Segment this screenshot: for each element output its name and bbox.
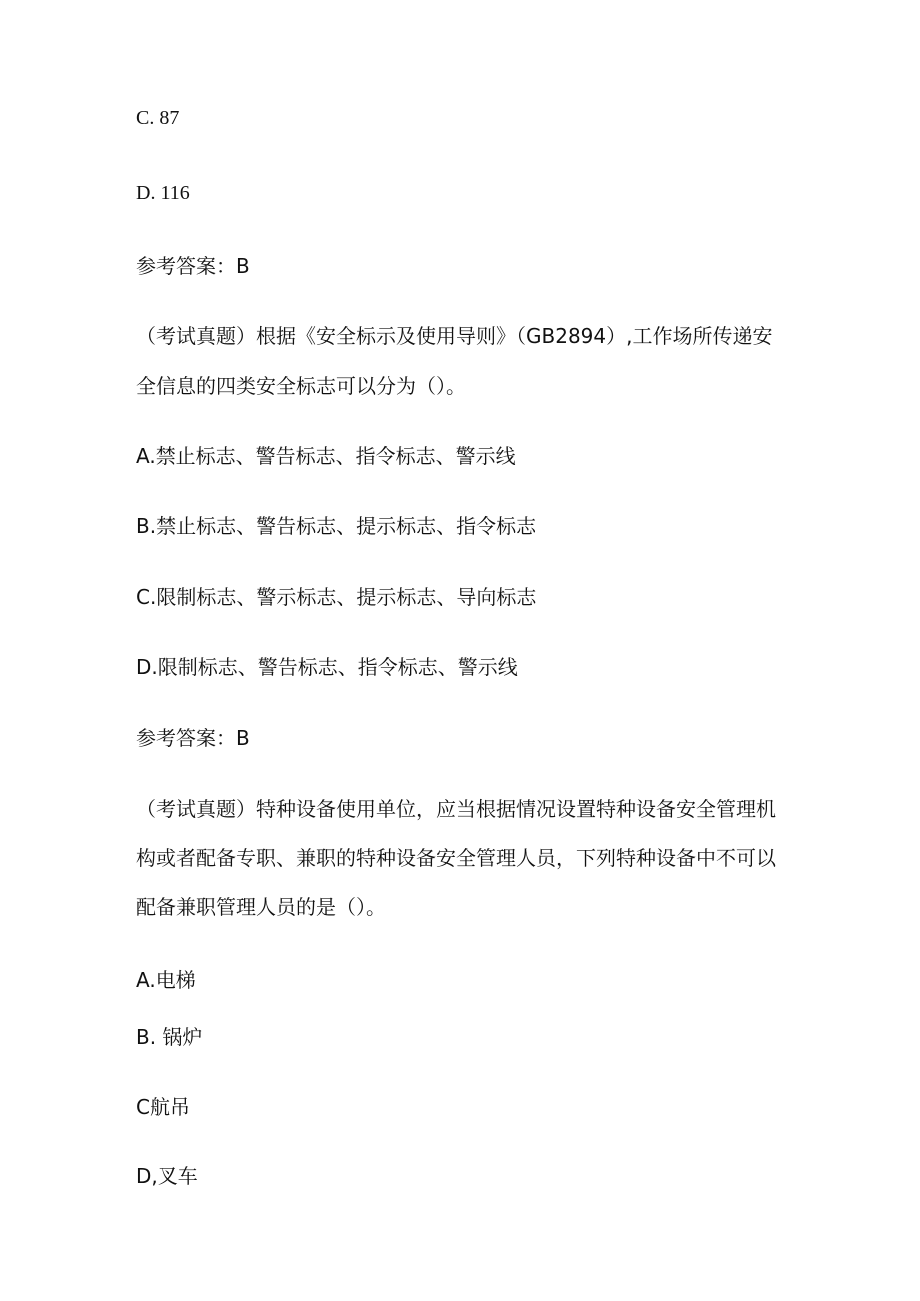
q2-stem-line-3: 配备兼职管理人员的是（）。 [136, 895, 386, 919]
q2-stem-line-2: 构或者配备专职、兼职的特种设备安全管理人员，下列特种设备中不可以 [136, 846, 776, 870]
q2-stem-line-1: （考试真题）特种设备使用单位，应当根据情况设置特种设备安全管理机 [136, 797, 776, 821]
q1-option-a: A.禁止标志、警告标志、指令标志、警示线 [136, 444, 516, 468]
q2-option-a: A.电梯 [136, 968, 196, 992]
q1-option-d: D.限制标志、警告标志、指令标志、警示线 [136, 655, 518, 679]
q2-option-b: B. 锅炉 [136, 1025, 203, 1049]
q2-option-d: D,叉车 [136, 1164, 198, 1188]
q0-option-d: D. 116 [136, 182, 190, 204]
q1-stem-line-1: （考试真题）根据《安全标示及使用导则》（GB2894）,工作场所传递安 [136, 324, 773, 348]
q1-stem-line-2: 全信息的四类安全标志可以分为（）。 [136, 374, 466, 398]
q1-option-b: B.禁止标志、警告标志、提示标志、指令标志 [136, 514, 537, 538]
q1-option-c: C.限制标志、警示标志、提示标志、导向标志 [136, 585, 537, 609]
q1-answer: 参考答案：B [136, 726, 250, 750]
q0-answer: 参考答案：B [136, 254, 250, 278]
q0-option-c: C. 87 [136, 107, 180, 129]
q2-option-c: C航吊 [136, 1095, 190, 1119]
